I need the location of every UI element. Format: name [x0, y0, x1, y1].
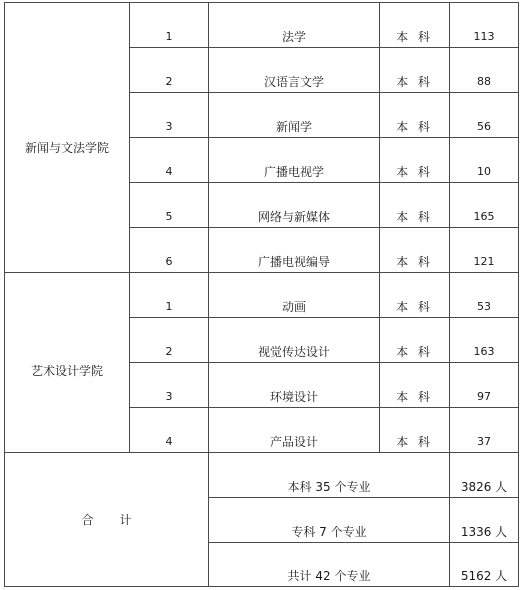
total-count: 5162 人: [460, 569, 508, 583]
degree-level: 本 科: [396, 75, 433, 89]
major-name: 汉语言文学: [263, 75, 324, 89]
total-count: 3826 人: [460, 480, 508, 494]
major-name: 视觉传达设计: [257, 345, 330, 359]
college-name: 新闻与文法学院: [24, 140, 109, 155]
college-name: 艺术设计学院: [30, 363, 103, 378]
degree-level: 本 科: [396, 255, 433, 269]
major-name: 产品设计: [269, 435, 318, 449]
total-label: 合计: [81, 512, 158, 527]
total-count: 1336 人: [460, 525, 508, 539]
major-name: 动画: [281, 300, 306, 314]
total-desc: 专科 7 个专业: [291, 525, 367, 539]
row-number: 2: [165, 345, 173, 358]
enrollment-count: 97: [477, 390, 491, 403]
enrollment-count: 37: [477, 435, 491, 448]
enrollment-count: 163: [473, 345, 495, 358]
row-number: 1: [165, 300, 173, 313]
degree-level: 本 科: [396, 210, 433, 224]
row-number: 4: [165, 165, 173, 178]
table-border-right: [518, 2, 519, 587]
row-number: 6: [165, 255, 173, 268]
enrollment-count: 165: [473, 210, 495, 223]
row-number: 5: [165, 210, 173, 223]
major-name: 新闻学: [275, 120, 312, 134]
row-number: 3: [165, 390, 173, 403]
degree-level: 本 科: [396, 435, 433, 449]
degree-level: 本 科: [396, 345, 433, 359]
degree-level: 本 科: [396, 390, 433, 404]
enrollment-count: 56: [477, 120, 491, 133]
enrollment-count: 53: [477, 300, 491, 313]
enrollment-count: 113: [473, 30, 495, 43]
row-number: 4: [165, 435, 173, 448]
major-name: 广播电视学: [263, 165, 324, 179]
degree-level: 本 科: [396, 120, 433, 134]
degree-level: 本 科: [396, 165, 433, 179]
major-name: 环境设计: [269, 390, 318, 404]
row-number: 1: [165, 30, 173, 43]
table-border-bottom: [4, 586, 519, 587]
degree-level: 本 科: [396, 30, 433, 44]
row-number: 3: [165, 120, 173, 133]
enrollment-count: 10: [477, 165, 491, 178]
major-name: 网络与新媒体: [257, 210, 330, 224]
total-desc: 本科 35 个专业: [287, 480, 371, 494]
row-number: 2: [165, 75, 173, 88]
degree-level: 本 科: [396, 300, 433, 314]
enrollment-count: 121: [473, 255, 495, 268]
enrollment-count: 88: [477, 75, 491, 88]
major-name: 法学: [281, 30, 306, 44]
major-name: 广播电视编导: [257, 255, 330, 269]
total-desc: 共计 42 个专业: [287, 569, 371, 583]
